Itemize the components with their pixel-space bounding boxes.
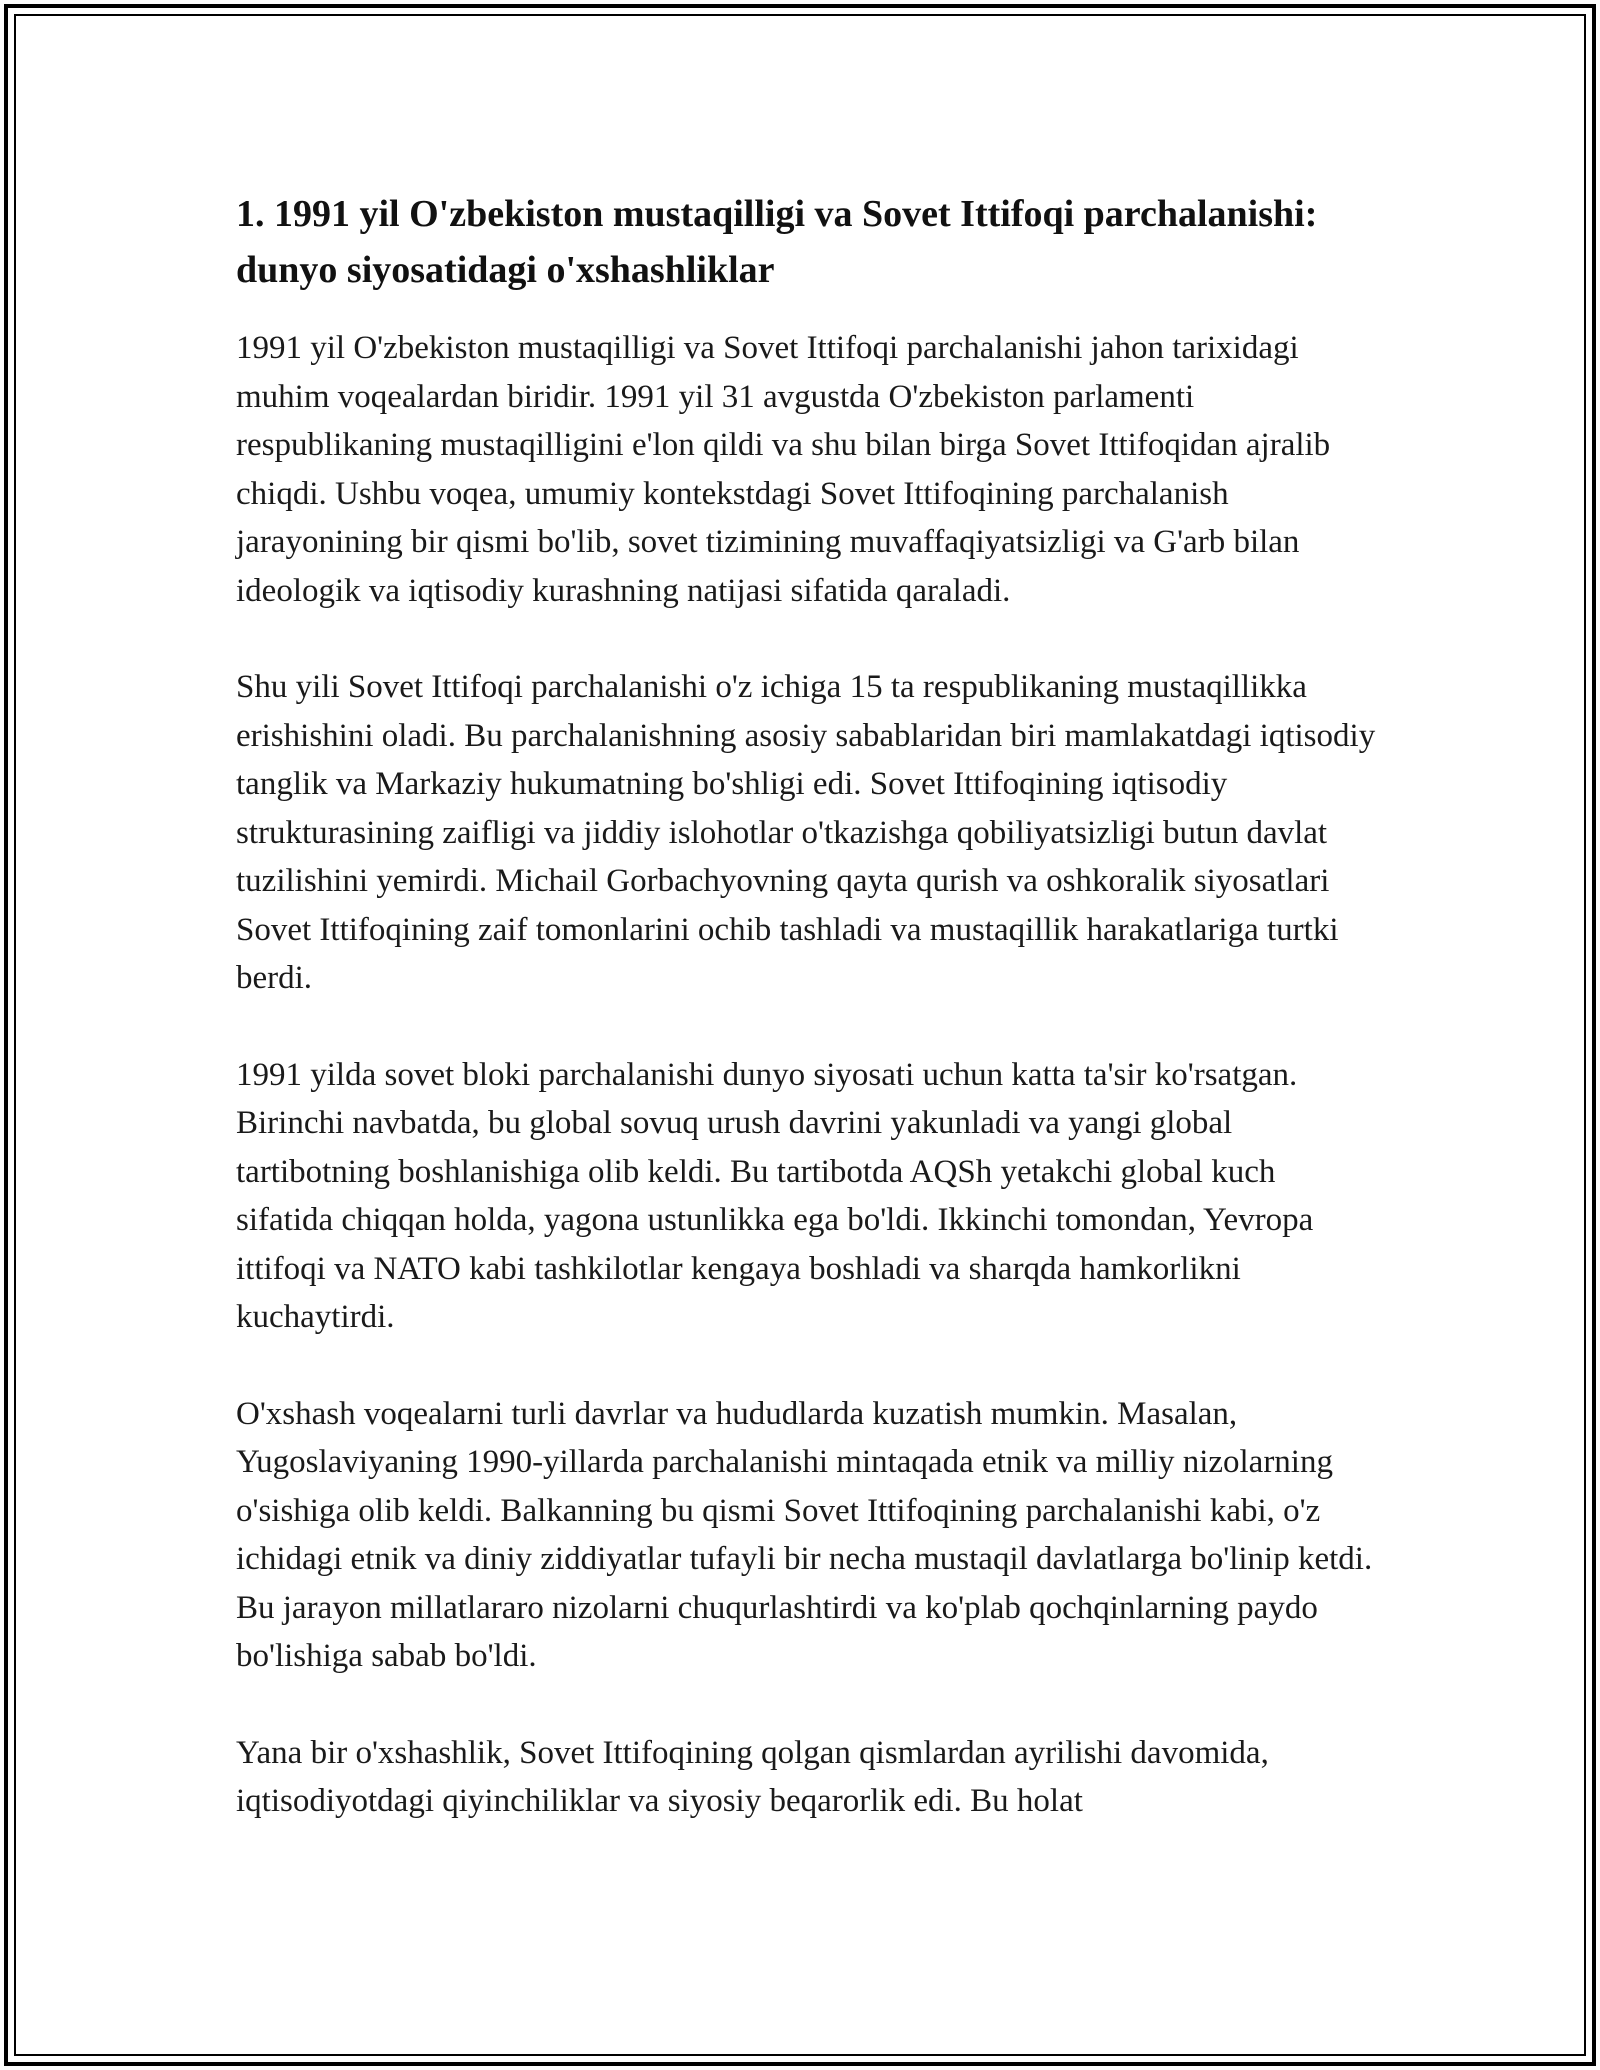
paragraph-3: 1991 yilda sovet bloki parchalanishi dunyo siyosati uchun katta ta'sir ko'rsatgan. Birinchi navbatda, bu global sovuq urush davrini yakunladi va yangi global tartibotning boshlanishiga olib keldi. Bu tartibotda AQSh yetakchi global kuch sifatida chiqqan holda, yagona ustunlikka ega bo'ldi. Ikkinchi tomondan, Yevropa ittifoqi va NATO kabi tashkilotlar kengaya boshladi va sharqda hamkorlikni kuchaytirdi. — [236, 1056, 1314, 1335]
paragraph-5: Yana bir o'xshashlik, Sovet Ittifoqining qolgan qismlardan ayrilishi davomida, iqtisodiyotdagi qiyinchiliklar va siyosiy beqarorlik edi. Bu holat — [236, 1734, 1269, 1819]
document-body — [236, 186, 1376, 1874]
paragraph-2: Shu yili Sovet Ittifoqi parchalanishi o'z ichiga 15 ta respublikaning mustaqillikka erishishini oladi. Bu parchalanishning asosiy sabablaridan biri mamlakatdagi iqtisodiy tanglik va Markaziy hukumatning bo'shligi edi. Sovet Ittifoqining iqtisodiy strukturasining zaifligi va jiddiy islohotlar o'tkazishga qobiliyatsizligi butun davlat tuzilishini yemirdi. Michail Gorbachyovning qayta qurish va oshkoralik siyosatlari Sovet Ittifoqining zaif tomonlarini ochib tashladi va mustaqillik harakatlariga turtki berdi. — [236, 669, 1376, 996]
paragraph-4: O'xshash voqealarni turli davrlar va hududlarda kuzatish mumkin. Masalan, Yugoslaviyaning 1990-yillarda parchalanishi mintaqada etnik va milliy nizolarning o'sishiga olib keldi. Balkanning bu qismi Sovet Ittifoqining parchalanishi kabi, o'z ichidagi etnik va diniy ziddiyatlar tufayli bir necha mustaqil davlatlarga bo'linip ketdi. Bu jarayon millatlararo nizolarni chuqurlashtirdi va ko'plab qochqinlarning paydo bo'lishiga sabab bo'ldi. — [236, 1395, 1373, 1674]
document-title: 1. 1991 yil O'zbekiston mustaqilligi va Sovet Ittifoqi parchalanishi: dunyo siyosatidagi o'xshashliklar — [236, 193, 1318, 291]
paragraph-1: 1991 yil O'zbekiston mustaqilligi va Sovet Ittifoqi parchalanishi jahon tarixidagi muhim voqealardan biridir. 1991 yil 31 avgustda O'zbekiston parlamenti respublikaning mustaqilligini e'lon qildi va shu bilan birga Sovet Ittifoqidan ajralib chiqdi. Ushbu voqea, umumiy kontekstdagi Sovet Ittifoqining parchalanish jarayonining bir qismi bo'lib, sovet tizimining muvaffaqiyatsizligi va G'arb bilan ideologik va iqtisodiy kurashning natijasi sifatida qaraladi. — [236, 330, 1331, 609]
